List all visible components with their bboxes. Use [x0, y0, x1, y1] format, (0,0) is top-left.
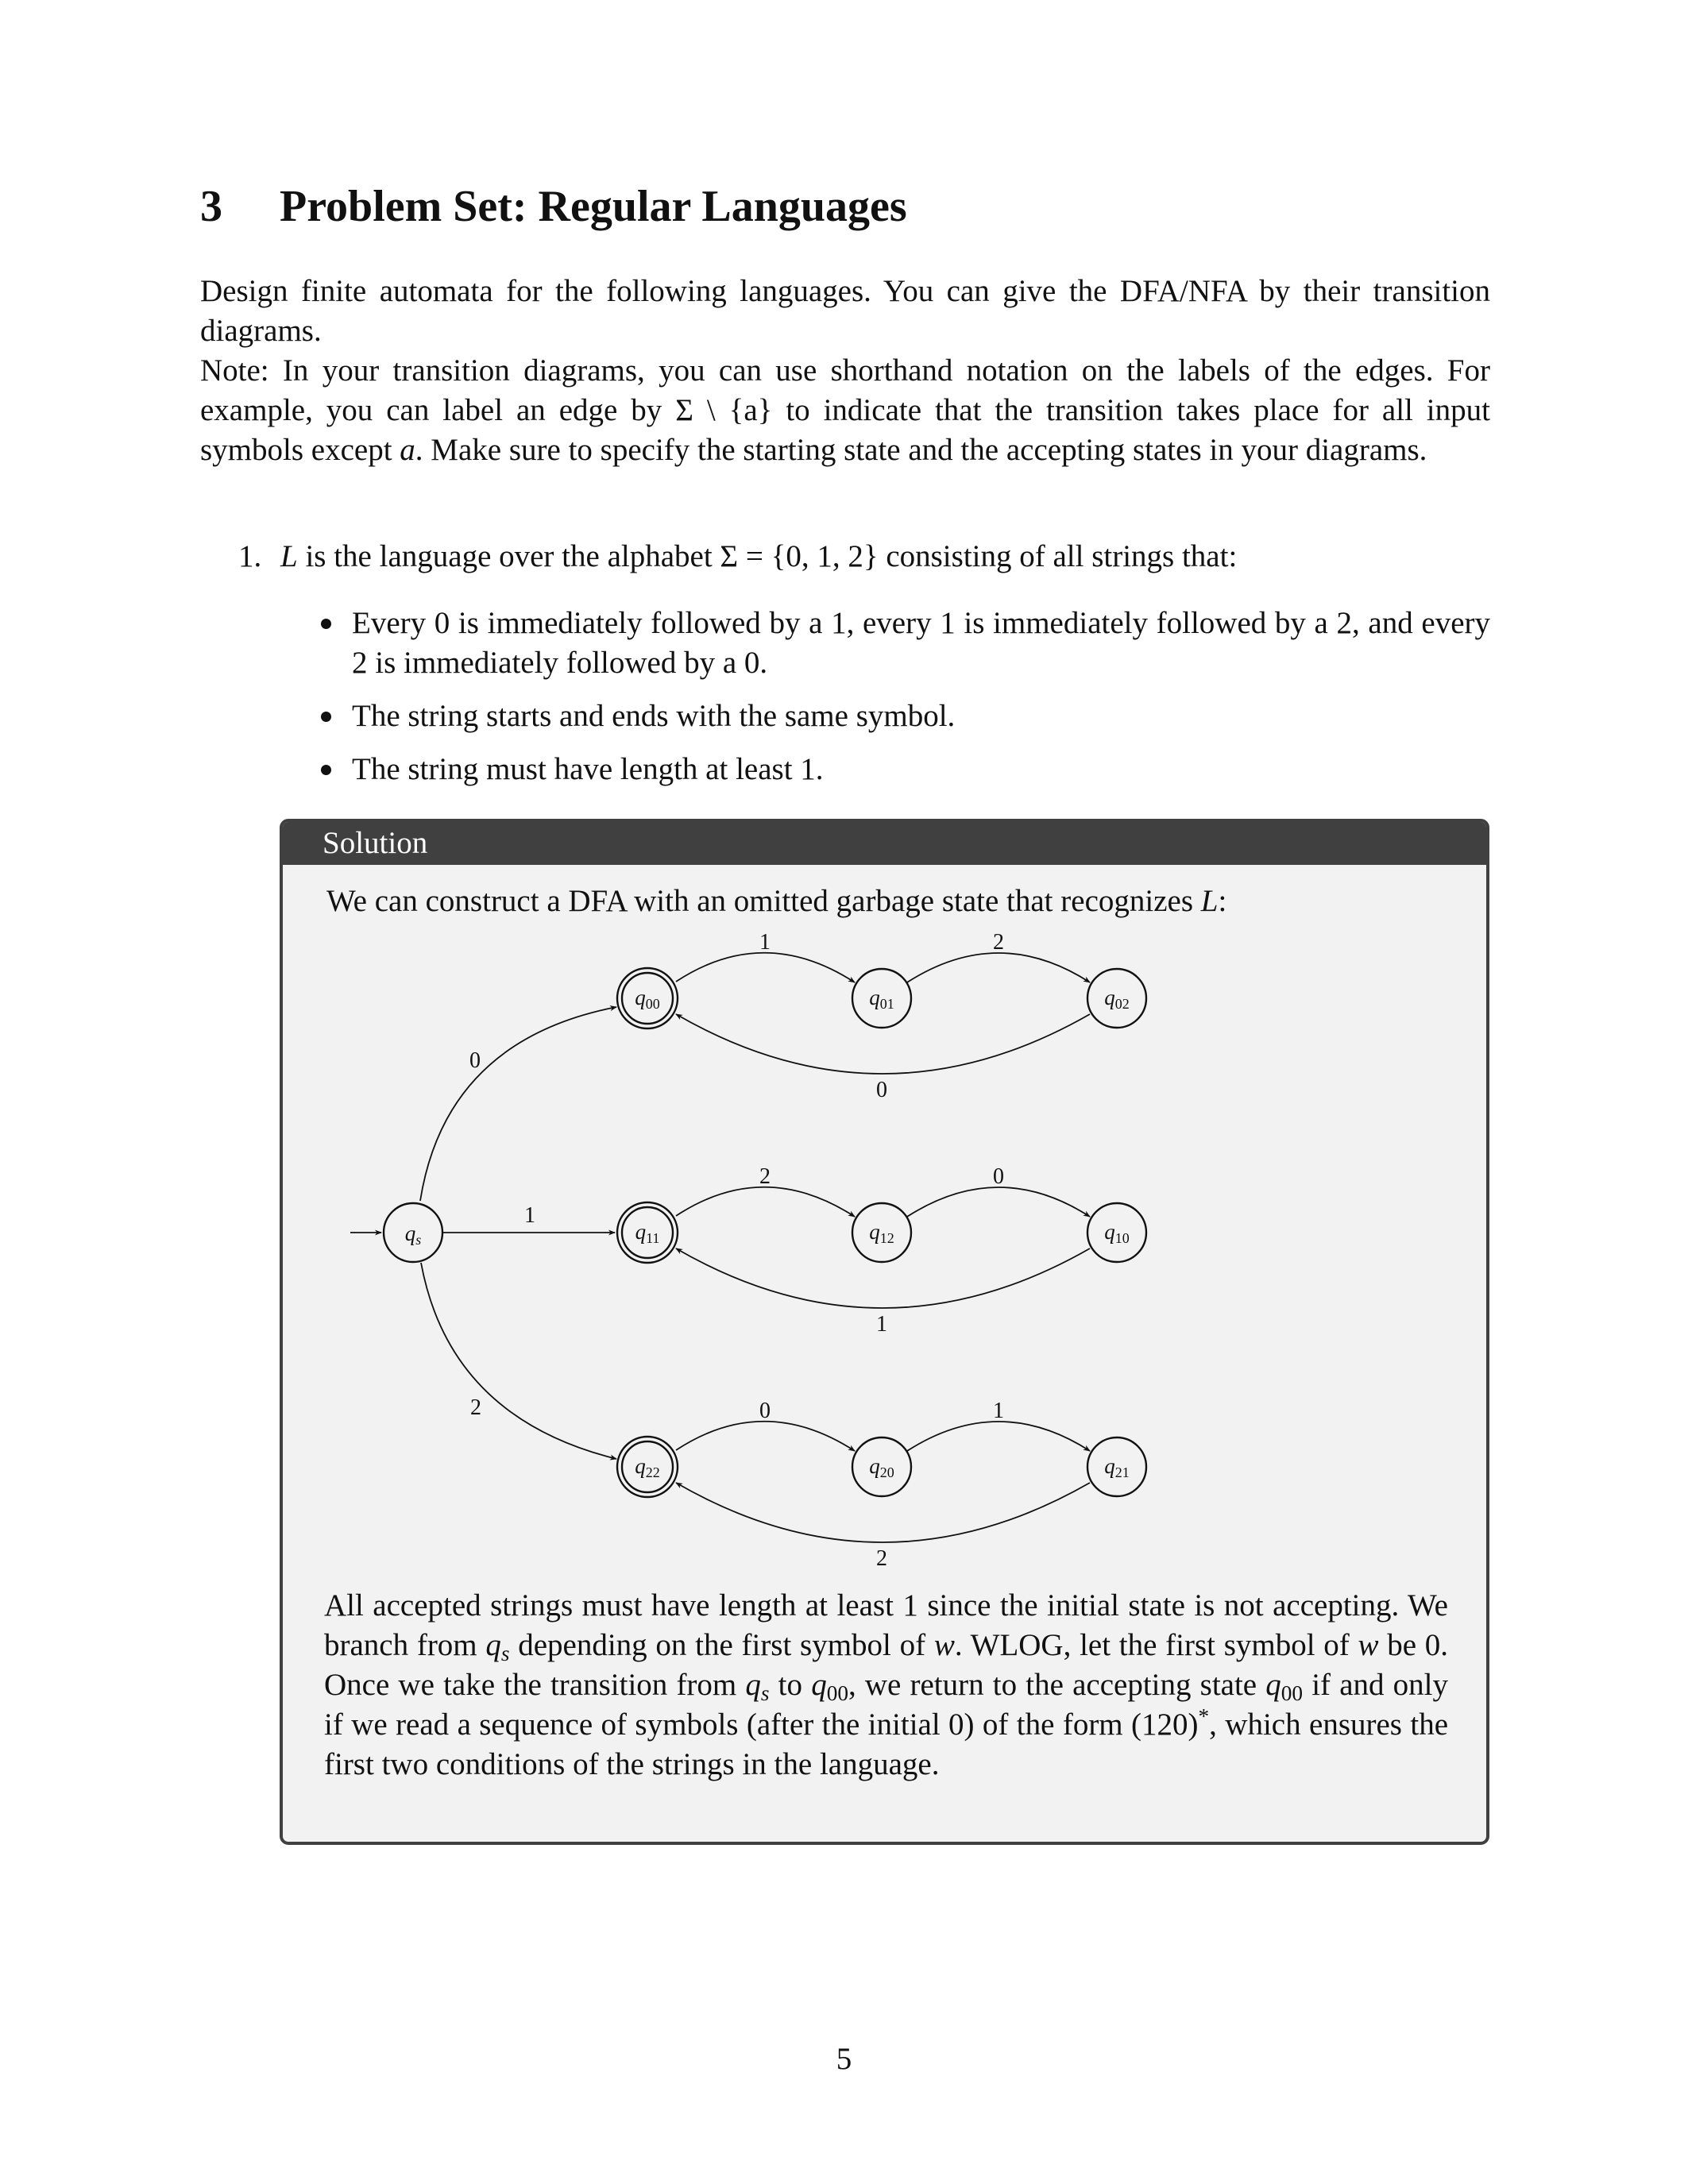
edge-label-q22-q20: 0 — [759, 1399, 771, 1423]
edge-label-q02-q00: 0 — [876, 1078, 887, 1102]
edge-label-q00-q01: 1 — [759, 930, 771, 955]
edge-label-q01-q02: 2 — [993, 930, 1004, 955]
bullet-icon — [321, 765, 331, 775]
intro-paragraph-2: Note: In your transition diagrams, you can use shorthand notation on the labels of the edges. For example, you can label an edge by Σ \ {a} to indicate that the transition takes place for all input symbols except a. Make sure to specify the starting state and the accepting states in your diagrams. — [200, 353, 1490, 467]
condition-item: The string starts and ends with the same symbol. — [321, 696, 1490, 736]
edge-label-qs-q22: 2 — [470, 1395, 481, 1420]
problem-number: 1. — [238, 539, 262, 573]
solution-header: Solution — [283, 822, 1486, 865]
state-label-q00: q00 — [635, 986, 660, 1012]
state-label-q21: q21 — [1104, 1454, 1130, 1480]
section-heading — [200, 184, 907, 229]
edge-qs-q00 — [420, 1007, 616, 1201]
edge-q10-q11 — [676, 1248, 1090, 1308]
section-title: Problem Set: Regular Languages — [280, 182, 907, 231]
state-label-q02: q02 — [1104, 986, 1130, 1012]
solution-intro: We can construct a DFA with an omitted garbage state that recognizes L: — [326, 884, 1227, 918]
except-symbol: a — [400, 433, 415, 467]
state-label-q11: q11 — [635, 1220, 660, 1246]
edge-label-q21-q22: 2 — [876, 1546, 887, 1571]
state-label-q10: q10 — [1104, 1220, 1130, 1246]
bullet-icon — [321, 619, 331, 629]
state-label-q20: q20 — [869, 1454, 894, 1480]
bullet-icon — [321, 712, 331, 722]
edge-q00-q01 — [676, 953, 855, 982]
edge-label-q10-q11: 1 — [876, 1312, 887, 1337]
state-label-q12: q12 — [869, 1220, 894, 1246]
edge-q22-q20 — [676, 1422, 855, 1451]
edge-q20-q21 — [907, 1422, 1090, 1451]
edge-label-q11-q12: 2 — [759, 1164, 771, 1189]
intro-text — [200, 272, 1490, 470]
edge-q01-q02 — [907, 953, 1090, 982]
solution-explanation: All accepted strings must have length at least 1 since the initial state is not accepting. We branch from $q_s$ depending on the first symbol of w. WLOG, let the first symbol of w be 0. Once we take the transition from $q_s$ to $q_{00}$, we return to the accepting state $q_{00}$ if and only if we read a sequence of symbols (after the initial 0) of the form (120)*, which ensures the first two conditions of the strings in the language. — [324, 1588, 1449, 1781]
edge-q02-q00 — [676, 1014, 1090, 1074]
edge-label-q20-q21: 1 — [993, 1399, 1004, 1423]
intro-paragraph-1: Design finite automata for the following languages. You can give the DFA/NFA by their transition diagrams. — [200, 274, 1490, 348]
state-label-q01: q01 — [869, 986, 894, 1012]
edge-q11-q12 — [676, 1187, 855, 1217]
sigma-notation: Σ \ {a} — [675, 393, 773, 427]
section-number: 3 — [200, 182, 222, 231]
page-number: 5 — [836, 2042, 852, 2076]
state-label-qs: qs — [404, 1221, 422, 1248]
state-label-q22: q22 — [635, 1454, 660, 1480]
solution-box — [280, 819, 1489, 1845]
condition-item: Every 0 is immediately followed by a 1, every 1 is immediately followed by a 2, and every 2 is immediately followed by a 0. — [321, 604, 1490, 683]
problem-item: 1. L is the language over the alphabet Σ = {0, 1, 2} consisting of all strings that: — [238, 537, 1490, 577]
edge-label-qs-q11: 1 — [524, 1203, 535, 1228]
condition-list — [321, 604, 1490, 803]
condition-item: The string must have length at least 1. — [321, 750, 1490, 789]
edge-qs-q22 — [421, 1263, 616, 1459]
edge-q21-q22 — [676, 1483, 1090, 1542]
edge-q12-q10 — [907, 1187, 1090, 1217]
edge-label-q12-q10: 0 — [993, 1164, 1004, 1189]
edge-label-qs-q00: 0 — [469, 1048, 481, 1073]
language-variable: L — [280, 539, 298, 573]
alphabet-definition: Σ = {0, 1, 2} — [720, 539, 879, 573]
